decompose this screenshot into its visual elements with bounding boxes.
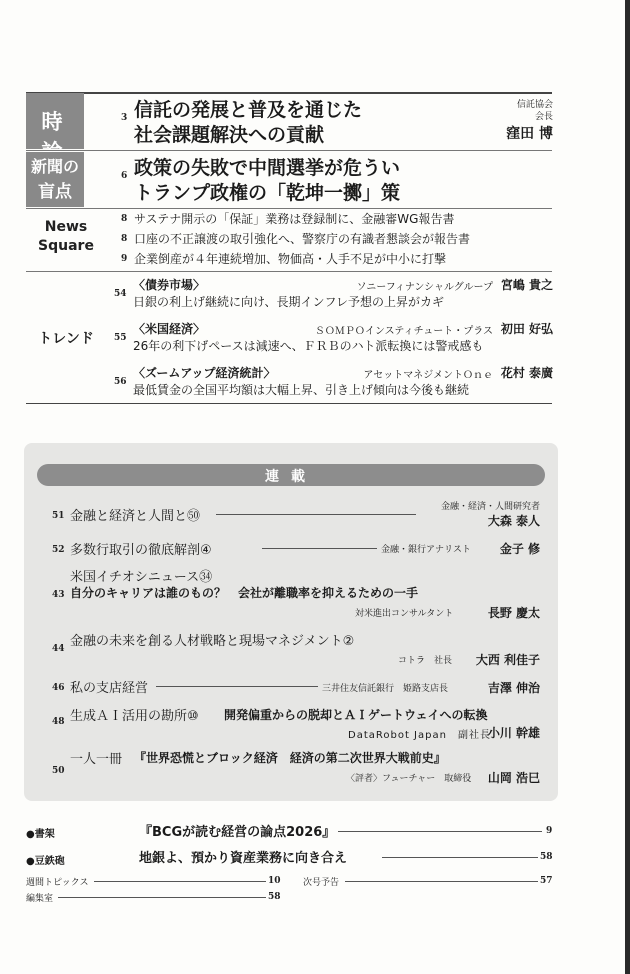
trend-item-author: 宮嶋 貴之 xyxy=(500,278,553,292)
jiron-title-line1[interactable]: 信託の発展と普及を通じた xyxy=(134,99,363,121)
rensai-item-author: 大西 利佳子 xyxy=(475,653,540,667)
jiron-role: 会長 xyxy=(534,112,553,122)
rensai-item-author: 大森 泰人 xyxy=(487,514,540,528)
jiron-author: 窪田 博 xyxy=(506,126,553,142)
trend-item-text[interactable]: 日銀の利上げ継続に向け、長期インフレ予想の上昇がカギ xyxy=(133,295,445,309)
rensai-item-title[interactable]: 『世界恐慌とブロック経済 経済の第二次世界大戦前史』 xyxy=(134,751,446,765)
trend-item-text[interactable]: 26年の利下げペースは減速へ、ＦＲＢのハト派転換には警戒感も xyxy=(133,339,484,353)
rule-after-mokuten xyxy=(26,208,552,209)
trend-item-org: アセットマネジメントＯｎｅ xyxy=(363,370,493,381)
rensai-item-org: コトラ 社長 xyxy=(398,656,453,666)
jigo-page: 57 xyxy=(540,876,553,886)
news-item-text[interactable]: サステナ開示の「保証」業務は登録制に、金融審WG報告書 xyxy=(134,212,455,226)
rensai-item-org: 三井住友信託銀行 姫路支店長 xyxy=(322,684,449,694)
news-item-number: 8 xyxy=(121,234,128,244)
mokuten-label-line2: 盲点 xyxy=(38,182,72,202)
shoka-label: ●書架 xyxy=(26,829,55,840)
rensai-item-org: 〈評者〉フューチャー 取締役 xyxy=(346,774,472,784)
jiron-org: 信託協会 xyxy=(516,100,553,110)
henshu-label[interactable]: 編集室 xyxy=(26,894,54,904)
rensai-item-title[interactable]: 金融と経済と人間と㊿ xyxy=(70,509,201,524)
mokuten-label-line1: 新聞の xyxy=(30,157,79,176)
rensai-item-title[interactable]: 私の支店経営 xyxy=(70,681,149,696)
trend-label: トレンド xyxy=(38,331,94,347)
leader-line xyxy=(58,897,266,898)
mamedeppo-page: 58 xyxy=(540,852,553,862)
news-square-label-line1: News xyxy=(44,219,88,235)
shoka-page: 9 xyxy=(546,826,553,836)
rule-after-news xyxy=(26,271,552,272)
rensai-item-series[interactable]: 米国イチオシニュース㉞ xyxy=(70,570,213,585)
rensai-item-number: 43 xyxy=(52,590,65,600)
leader-line xyxy=(94,881,266,882)
rensai-item-title[interactable]: 多数行取引の徹底解剖④ xyxy=(70,543,212,558)
henshu-page: 58 xyxy=(268,892,281,902)
rensai-item-subtitle[interactable]: 開発偏重からの脱却とＡＩゲートウェイへの転換 xyxy=(224,708,488,722)
rensai-item-series[interactable]: 一人一冊 xyxy=(70,752,123,767)
leader-line xyxy=(156,686,318,687)
rensai-item-author: 長野 慶太 xyxy=(487,606,540,620)
rensai-item-number: 50 xyxy=(52,766,65,776)
mokuten-page-number: 6 xyxy=(121,171,128,181)
rensai-item-number: 51 xyxy=(52,511,65,521)
trend-item-category: 〈ズームアップ経済統計〉 xyxy=(133,366,276,380)
trend-item-category: 〈米国経済〉 xyxy=(133,322,206,336)
rensai-item-org: DataRobot Japan 副社長 xyxy=(348,730,491,741)
rensai-item-org: 対米進出コンサルタント xyxy=(355,609,454,619)
leader-line xyxy=(262,548,377,549)
leader-line xyxy=(216,514,416,515)
shoka-title[interactable]: 『BCGが読む経営の論点2026』 xyxy=(139,825,336,840)
rensai-item-number: 44 xyxy=(52,644,65,654)
bottom-rule xyxy=(26,403,552,404)
trend-item-category: 〈債券市場〉 xyxy=(133,278,206,292)
leader-line xyxy=(382,857,538,858)
news-item-number: 8 xyxy=(121,214,128,224)
mamedeppo-title[interactable]: 地銀よ、預かり資産業務に向き合え xyxy=(139,851,348,866)
rensai-item-title[interactable]: 金融の未来を創る人材戦略と現場マネジメント② xyxy=(70,634,355,649)
shukan-label[interactable]: 週間トピックス xyxy=(26,878,89,888)
rule-after-jiron xyxy=(26,150,552,151)
news-item-text[interactable]: 口座の不正譲渡の取引強化へ、警察庁の有識者懇談会が報告書 xyxy=(134,232,471,246)
trend-item-author: 初田 好弘 xyxy=(500,322,553,336)
rensai-item-author: 小川 幹雄 xyxy=(487,726,540,740)
top-rule xyxy=(26,92,552,94)
trend-item-number: 56 xyxy=(114,377,127,387)
rensai-item-org: 金融・銀行アナリスト xyxy=(381,545,471,555)
rensai-title: 連載 xyxy=(265,469,317,485)
trend-item-text[interactable]: 最低賃金の全国平均額は大幅上昇、引き上げ傾向は今後も継続 xyxy=(133,383,470,397)
rensai-item-org: 金融・経済・人間研究者 xyxy=(440,502,540,512)
jiron-page-number: 3 xyxy=(121,113,128,123)
trend-item-author: 花村 泰廣 xyxy=(500,366,553,380)
leader-line xyxy=(345,881,538,882)
trend-item-org: ソニーフィナンシャルグループ xyxy=(356,282,493,293)
rensai-item-author: 金子 修 xyxy=(499,542,540,556)
rensai-item-number: 52 xyxy=(52,545,65,555)
news-item-number: 9 xyxy=(121,254,128,264)
rensai-item-author: 山岡 浩巳 xyxy=(487,771,540,785)
leader-line xyxy=(338,831,542,832)
rensai-item-title[interactable]: 自分のキャリアは誰のもの？ 会社が離職率を抑えるための一手 xyxy=(70,586,419,600)
trend-item-number: 54 xyxy=(114,289,127,299)
shukan-page: 10 xyxy=(268,876,281,886)
trend-item-org: ＳＯＭＰＯインスティチュート・プラス xyxy=(314,326,493,337)
rensai-item-number: 48 xyxy=(52,717,65,727)
rensai-item-number: 46 xyxy=(52,683,65,693)
mokuten-title-line2[interactable]: トランプ政権の「乾坤一擲」策 xyxy=(134,182,401,204)
mamedeppo-label: ●豆鉄砲 xyxy=(26,856,65,867)
jigo-label[interactable]: 次号予告 xyxy=(303,878,340,888)
news-item-text[interactable]: 企業倒産が４年連続増加、物価高・人手不足が中小に打撃 xyxy=(134,252,447,266)
rensai-item-title[interactable]: 生成ＡＩ活用の勘所⑩ xyxy=(70,709,199,724)
jiron-title-line2[interactable]: 社会課題解決への貢献 xyxy=(134,124,325,146)
page-binding-edge xyxy=(625,0,630,974)
rensai-item-author: 吉澤 伸治 xyxy=(487,681,540,695)
trend-item-number: 55 xyxy=(114,333,127,343)
news-square-label-line2: Square xyxy=(38,238,94,254)
mokuten-title-line1[interactable]: 政策の失敗で中間選挙が危うい xyxy=(134,157,401,179)
jiron-label: 時 xyxy=(41,110,69,134)
